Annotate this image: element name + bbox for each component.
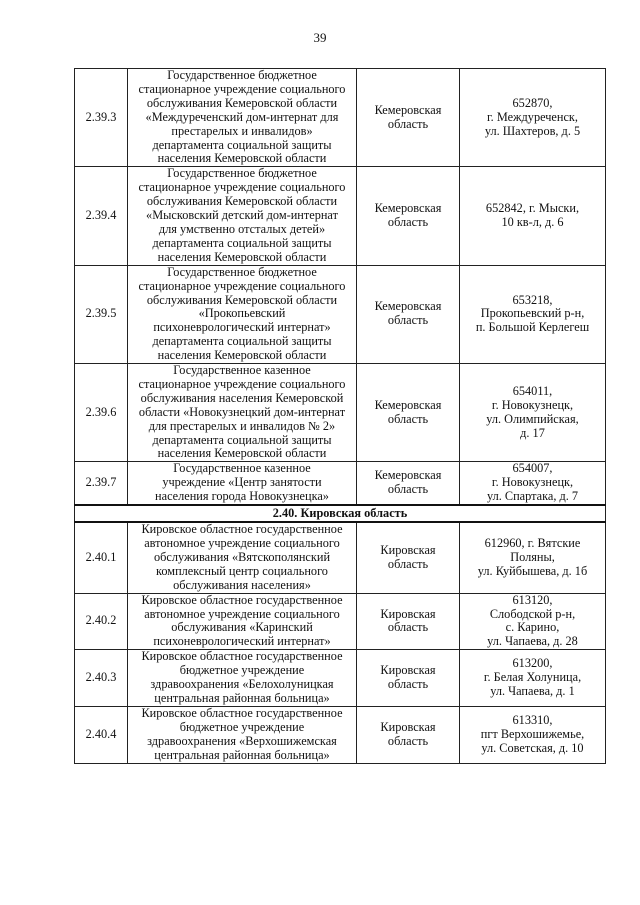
row-number: 2.39.6 [75,364,128,462]
address [460,593,606,650]
institution-name-line: Государственное бюджетное [167,264,317,279]
address-line: ул. Спартака, д. 7 [486,489,579,504]
institution-name-line: населения Кемеровской области [157,249,327,264]
table-row [75,265,606,363]
region-line: область [387,215,429,230]
address-line: Слободской р-н, [489,606,576,621]
address-line: 613310, [512,712,553,727]
region-line: область [387,677,429,692]
region-line: область [387,313,429,328]
institution-name-line: бюджетное учреждение [179,719,305,734]
region-line: Кемеровская [374,468,442,483]
institution-name [128,522,357,593]
institution-name-line: психоневрологический интернат» [153,634,331,649]
institution-name-line: обслуживания «Каринский [171,620,313,635]
region-line: Кемеровская [374,201,442,216]
institution-name-line: здравоохранения «Верхошижемская [147,733,337,748]
region-line: Кемеровская [374,102,442,117]
institutions-table [74,68,606,764]
row-number: 2.40.2 [75,593,128,650]
region-line: область [387,411,429,426]
address-line: д. 17 [520,425,545,440]
institution-name-line: стационарное учреждение социального [138,180,346,195]
address-line: 612960, г. Вятские [484,536,581,550]
institution-name-line: бюджетное учреждение [179,663,305,678]
address [460,167,606,265]
institution-name [128,462,357,505]
address-line: ул. Шахтеров, д. 5 [484,123,581,138]
institution-name [128,265,357,363]
region [357,522,460,593]
institution-name-line: населения Кемеровской области [157,151,327,166]
row-number: 2.39.4 [75,167,128,265]
address [460,69,606,167]
table-row [75,593,606,650]
institution-name [128,650,357,707]
institution-name-line: психоневрологический интернат» [153,320,331,335]
institution-name-line: департамента социальной защиты [152,137,332,152]
address-line: ул. Чапаева, д. 1 [490,684,575,699]
region-line: Кировская [380,542,436,557]
institution-name-line: Кировское областное государственное [141,522,343,537]
institution-name [128,364,357,462]
institution-name-line: обслуживания населения Кемеровской [140,390,344,405]
address-line: 613200, [512,656,553,671]
row-number: 2.40.1 [75,522,128,593]
region-line: Кемеровская [374,397,442,412]
address-line: 654011, [512,383,553,398]
table-body [75,69,606,764]
institution-name-line: «Междуреченский дом-интернат для [145,109,339,124]
address [460,265,606,363]
region [357,69,460,167]
institution-name-line: обслуживания Кемеровской области [146,95,338,110]
institution-name-line: автономное учреждение социального [144,606,340,621]
table-row [75,706,606,763]
address-line: г. Новокузнецк, [491,397,574,412]
institution-name-line: стационарное учреждение социального [138,376,346,391]
table-row [75,650,606,707]
region [357,650,460,707]
institution-name-line: для умственно отсталых детей» [158,221,326,236]
region [357,593,460,650]
institution-name-line: департамента социальной защиты [152,432,332,447]
region [357,265,460,363]
institution-name-line: «Прокопьевский [198,306,286,321]
address-line: пгт Верхошижемье, [480,726,585,741]
institution-name-line: обслуживания «Вятскополянский [153,549,331,564]
institution-name-line: стационарное учреждение социального [138,278,346,293]
institution-name-line: центральная районная больница» [154,747,330,762]
address-line: 652870, [512,95,553,110]
institution-name-line: области «Новокузнецкий дом-интернат [138,404,346,419]
address-line: 10 кв-л, д. 6 [501,215,564,230]
region-line: Кемеровская [374,299,442,314]
institution-name-line: комплексный центр социального [156,563,328,578]
address-line: ул. Олимпийская, [486,411,579,426]
address-line: ул. Чапаева, д. 28 [487,634,578,649]
institution-name-line: населения Кемеровской области [157,446,327,461]
address-line: п. Большой Керлегеш [475,320,590,335]
address-line: 613120, [512,592,553,607]
address-line: с. Карино, [505,620,560,635]
institution-name-line: Государственное казенное [173,461,311,476]
address [460,364,606,462]
institution-name-line: обслуживания населения» [173,577,311,592]
row-number: 2.39.5 [75,265,128,363]
row-number: 2.39.7 [75,462,128,505]
institution-name-line: Государственное казенное [173,363,311,378]
institution-name-line: населения города Новокузнецка» [155,489,329,504]
address [460,462,606,505]
row-number: 2.40.4 [75,706,128,763]
institution-name-line: Кировское областное государственное [141,592,343,607]
address [460,706,606,763]
address-line: г. Белая Холуница, [483,670,582,685]
address [460,650,606,707]
address-line: 654007, [512,461,553,476]
institution-name-line: обслуживания Кемеровской области [146,194,338,209]
region-line: область [387,556,429,571]
address-line: Прокопьевский р-н, [480,306,585,321]
address-line: ул. Советская, д. 10 [481,740,584,755]
institution-name-line: престарелых и инвалидов» [171,123,313,138]
address-line: г. Междуреченск, [487,109,578,124]
institution-name-line: Государственное бюджетное [167,68,317,82]
region-line: область [387,733,429,748]
address [460,522,606,593]
table-row [75,364,606,462]
institution-name [128,706,357,763]
institution-name-line: здравоохранения «Белохолуницкая [150,677,334,692]
region [357,364,460,462]
institution-name-line: Кировское областное государственное [141,649,343,664]
address-line: Поляны, [510,549,555,564]
region [357,462,460,505]
region-line: область [387,116,429,131]
address-line: 653218, [512,292,553,307]
table-row [75,69,606,167]
row-number: 2.40.3 [75,650,128,707]
address-line: г. Новокузнецк, [491,475,574,490]
institution-name-line: Кировское областное государственное [141,705,343,720]
region-line: Кировская [380,606,436,621]
institution-name-line: учреждение «Центр занятости [162,475,322,490]
table-row [75,167,606,265]
institution-name-line: автономное учреждение социального [144,536,340,550]
institution-name [128,593,357,650]
section-row [75,505,606,522]
institution-name-line: для престарелых и инвалидов № 2» [148,418,336,433]
table-row [75,462,606,505]
institution-name-line: населения Кемеровской области [157,348,327,363]
region-line: Кировская [380,663,436,678]
row-number: 2.39.3 [75,69,128,167]
region-line: область [387,482,429,497]
address-line: 652842, г. Мыски, [485,201,580,216]
institution-name [128,167,357,265]
region-line: область [387,620,429,635]
institution-name-line: департамента социальной защиты [152,235,332,250]
institution-name-line: обслуживания Кемеровской области [146,292,338,307]
institution-name-line: Государственное бюджетное [167,166,317,181]
institution-name [128,69,357,167]
region-line: Кировская [380,719,436,734]
address-line: ул. Куйбышева, д. 1б [477,563,588,578]
institution-name-line: «Мысковский детский дом-интернат [146,208,338,223]
table-row [75,522,606,593]
region [357,706,460,763]
page-number: 39 [313,30,327,45]
region [357,167,460,265]
section-title: 2.40. Кировская область [75,505,606,522]
institution-name-line: стационарное учреждение социального [138,81,346,96]
institution-name-line: департамента социальной защиты [152,334,332,349]
institution-name-line: центральная районная больница» [154,690,330,705]
